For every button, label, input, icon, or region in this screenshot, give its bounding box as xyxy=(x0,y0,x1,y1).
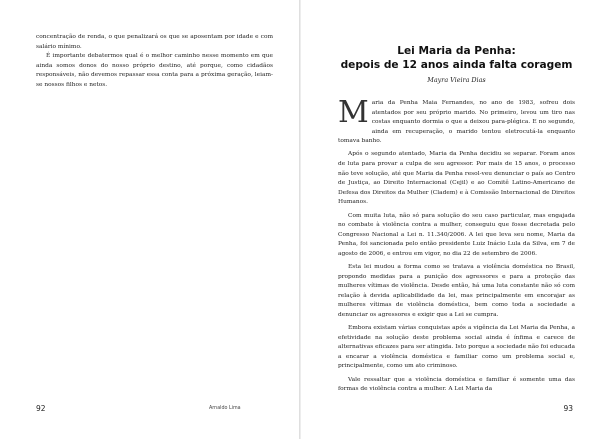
left-text-column xyxy=(36,33,273,91)
article-body xyxy=(338,95,575,395)
article-paragraph-1: Após o segundo atentado, Maria da Penha decidiu se separar. Foram anos de luta para provar a culpa de seu agressor. Por mais de 15 anos, o processo não teve solução, até que Maria da Penha resol-veu denunciar o país ao Centro de Justiça, ao Direito Internacional (Cejil) e ao Comitê Latino-Americano de Defesa dos Direitos da Mulher (Cladem) e à Comissão Internacional de Direitos Humanos. xyxy=(338,151,575,206)
opening-paragraph-text: aria da Penha Maia Fernandes, no ano de 1983, sofreu dois atentados por seu próprio marido. No primeiro, levou um tiro nas costas enquanto dormia o que a deixou para-plégica. E no segundo, ainda em recuperação, o marido tentou eletrocutá-la enquanto tomava banho. xyxy=(338,100,575,145)
left-paragraph-1: concentração de renda, o que penalizará os que se aposentam por idade e com salário mínimo. xyxy=(36,34,273,50)
article-header xyxy=(338,45,575,85)
article-paragraph-4: Embora existam várias conquistas após a vigência da Lei Maria da Penha, a efetividade na solução deste problema social ainda é ínfima e carece de alternativas eficazes para ser atingida. Isto porque a sociedade não foi educada a encarar a violência doméstica e familiar como um problema social e, principalmente, como um ato criminoso. xyxy=(338,325,575,370)
page-number-right: 93 xyxy=(563,404,573,413)
running-footer: Arnaldo Lima xyxy=(209,406,241,411)
opening-paragraph xyxy=(338,95,575,147)
article-paragraph-5: Vale ressaltar que a violência doméstica e familiar é somente uma das formas de violência contra a mulher. A Lei Maria da xyxy=(338,376,575,393)
article-author: Mayra Vieira Dias xyxy=(427,76,486,84)
right-page xyxy=(300,0,600,439)
drop-cap: M xyxy=(338,95,369,130)
article-paragraph-2: Com muita luta, não só para solução do seu caso particular, mas engajada no combate à violência contra a mulher, conseguiu que fosse decretada pelo Congresso Nacional a Lei n. 11.340/2006. A lei que leva seu nome, Maria da Penha, foi sancionada pelo então presidente Luiz Inácio Lula da Silva, em 7 de agosto de 2006, e entrou em vigor, no dia 22 de setembro de 2006. xyxy=(338,212,575,257)
article-title-line-1: Lei Maria da Penha: xyxy=(397,45,516,57)
right-text-column xyxy=(338,45,575,395)
left-paragraph-2: É importante debatermos qual é o melhor caminho nesse momento em que ainda somos donos do nosso próprio destino, até porque, como cidadãos responsáveis, não devemos repassar essa conta para a próxima geração, leiam-se nossos filhos e netos. xyxy=(36,53,273,88)
article-paragraph-3: Esta lei mudou a forma como se tratava a violência doméstica no Brasil, propondo medidas para a punição dos agressores e para a proteção das mulheres vítimas de violência. Desde então, há uma luta constante não só com relação à devida aplicabilidade da lei, mas principalmente em encorajar as mulheres vítimas de violência doméstica, bem como toda a sociedade a denunciar os agressores e exigir que a Lei se cumpra. xyxy=(338,264,575,318)
article-title-line-2: depois de 12 anos ainda falta coragem xyxy=(340,58,573,71)
page-number-left: 92 xyxy=(36,404,46,413)
